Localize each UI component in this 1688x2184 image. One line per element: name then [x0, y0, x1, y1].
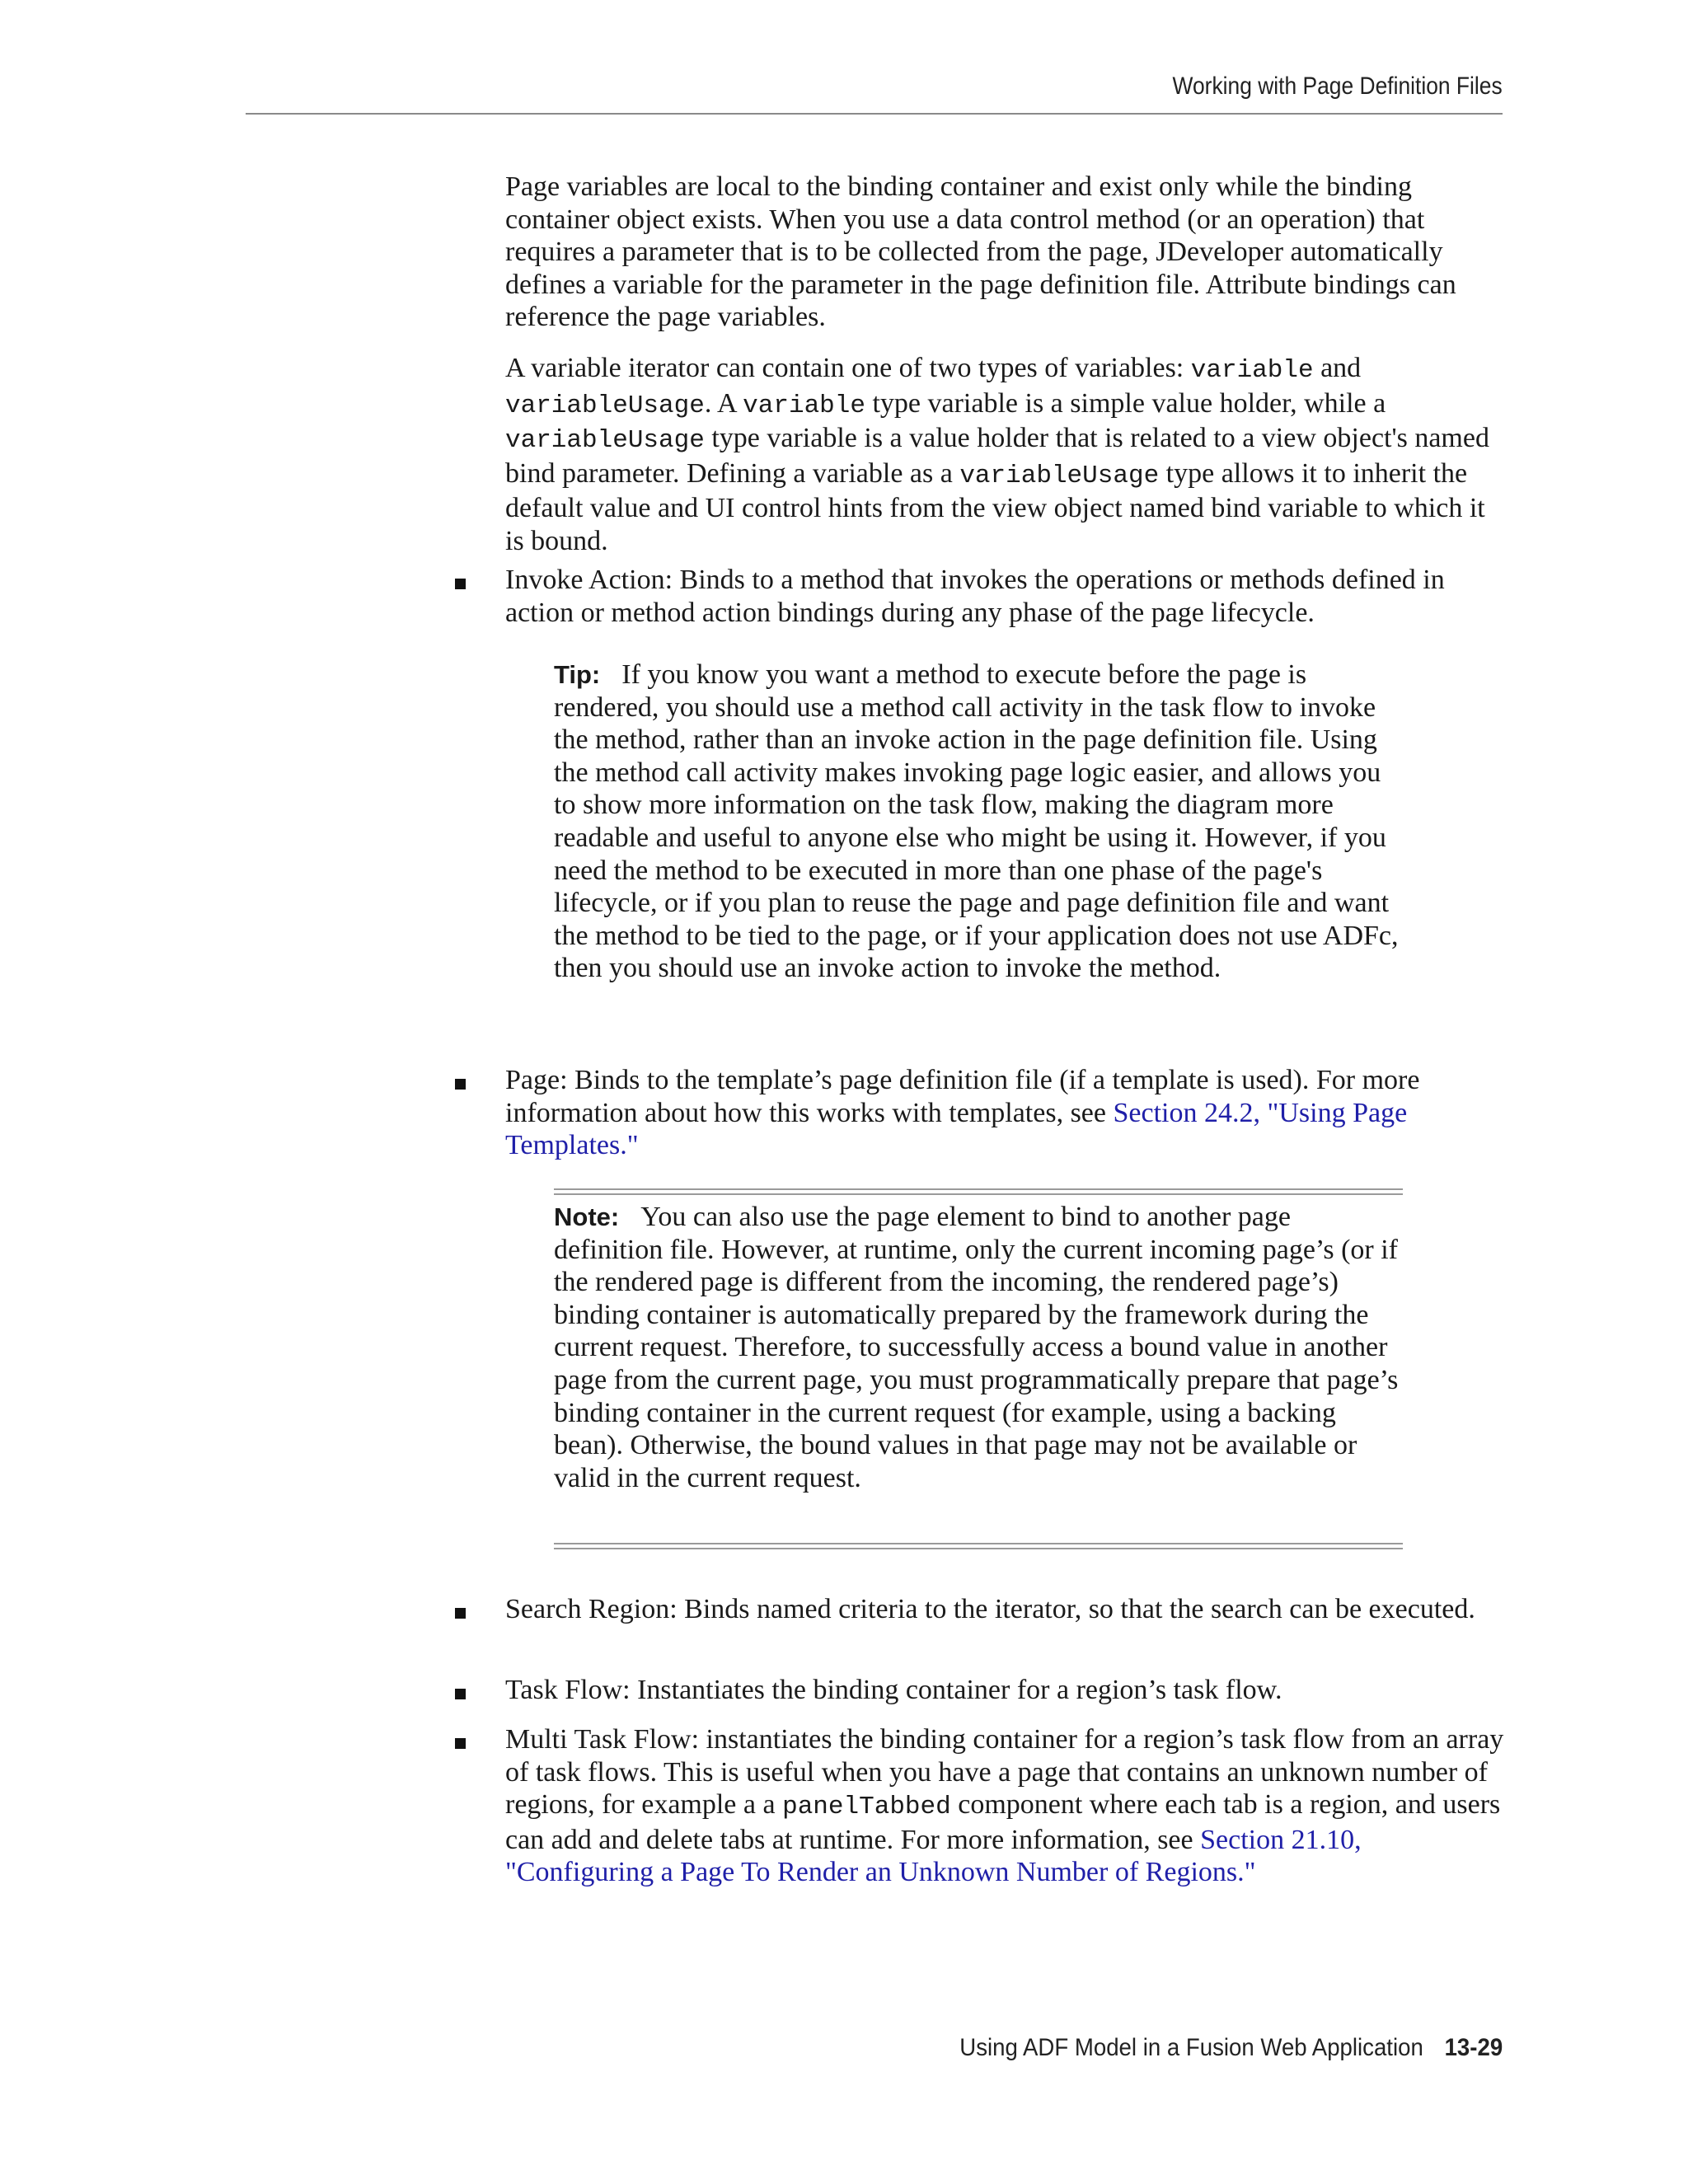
running-footer [959, 2034, 1503, 2062]
header-divider [246, 113, 1503, 115]
page-number: 13-29 [1444, 2034, 1503, 2061]
paragraph-variable-iterator [505, 352, 1507, 558]
code-variableusage: variableUsage [959, 461, 1160, 490]
note-bottom-rule [554, 1543, 1403, 1549]
bullet-search-region: Search Region: Binds named criteria to the iterator, so that the search can be executed. [505, 1594, 1475, 1624]
link-configuring-page-regions[interactable]: Section 21.10, "Configuring a Page To Render an Unknown Number of Regions." [505, 1824, 1362, 1888]
bullet-page-text: Page: Binds to the template’s page definition file (if a template is used). For more information about how this works with templates, see [505, 1065, 1420, 1128]
bullet-marker [455, 1608, 466, 1619]
note-callout [554, 1201, 1403, 1494]
bullet-marker [455, 1689, 466, 1699]
note-label: Note: [554, 1202, 620, 1231]
text-segment: type allows it to inherit the default value and UI control hints from the view object named bind variable to which it is bound. [505, 457, 1485, 556]
code-paneltabbed: panelTabbed [782, 1793, 951, 1822]
code-variable: variable [1190, 356, 1314, 385]
code-variableusage: variableUsage [505, 426, 705, 456]
note-top-rule [554, 1188, 1403, 1195]
text-segment: Multi Task Flow: instantiates the binding container for a region’s task flow from an array of task flows. This is useful when you have a page that contains an unknown number of regions, for example a a [505, 1724, 1504, 1821]
running-header: Working with Page Definition Files [1172, 73, 1503, 100]
text-segment: type variable is a simple value holder, while a [865, 387, 1386, 419]
text-segment: . A [704, 387, 743, 419]
text-segment: type variable is a value holder that is related to a view object's named bind parameter. Defining a variable as a [505, 423, 1489, 489]
tip-text: If you know you want a method to execute before the page is rendered, you should use a method call activity in the task flow to invoke the method, rather than an invoke action in the page definition file. Using the method call activity makes invoking page logic easier, and allows you to show more information on the task flow, making the diagram more readable and useful to anyone else who might be using it. However, if you need the method to be executed in more than one phase of the page's lifecycle, or if you plan to reuse the page and page definition file and want the method to be tied to the page, or if your application does not use ADFc, then you should use an invoke action to invoke the method. [554, 659, 1399, 984]
code-variable: variable [743, 391, 865, 420]
code-variableusage: variableUsage [505, 391, 705, 420]
paragraph-page-variables: Page variables are local to the binding container and exist only while the binding container object exists. When you use a data control method (or an operation) that requires a parameter that is to be collected from the page, JDeveloper automatically defines a variable for the parameter in the page definition file. Attribute bindings can reference the page variables. [505, 171, 1456, 333]
bullet-page [505, 1064, 1507, 1162]
note-text: You can also use the page element to bind to another page definition file. However, at runtime, only the current incoming page’s (or if the rendered page is different from the incoming, the rendered page’s) binding container is automatically prepared by the framework during the current request. Therefore, to successfully access a bound value in another page from the current page, you must programmatically prepare that page’s binding container in the current request (for example, using a backing bean). Otherwise, the bound values in that page may not be available or valid in the current request. [554, 1202, 1399, 1493]
bullet-marker [455, 579, 466, 589]
tip-callout [554, 658, 1403, 985]
text-segment: and [1313, 353, 1362, 383]
bullet-marker [455, 1738, 466, 1749]
bullet-multi-task-flow [505, 1723, 1507, 1889]
footer-title: Using ADF Model in a Fusion Web Application [959, 2034, 1423, 2061]
tip-label: Tip: [554, 660, 601, 689]
text-segment: component where each tab is a region, and users can add and delete tabs at runtime. For more information, see [505, 1789, 1501, 1855]
link-using-page-templates[interactable]: Section 24.2, "Using Page Templates." [505, 1097, 1408, 1161]
text-segment: A variable iterator can contain one of two types of variables: [505, 353, 1191, 383]
bullet-marker [455, 1079, 466, 1090]
bullet-invoke-action: Invoke Action: Binds to a method that invokes the operations or methods defined in action or method action bindings during any phase of the page lifecycle. [505, 565, 1445, 628]
bullet-task-flow: Task Flow: Instantiates the binding container for a region’s task flow. [505, 1675, 1282, 1705]
